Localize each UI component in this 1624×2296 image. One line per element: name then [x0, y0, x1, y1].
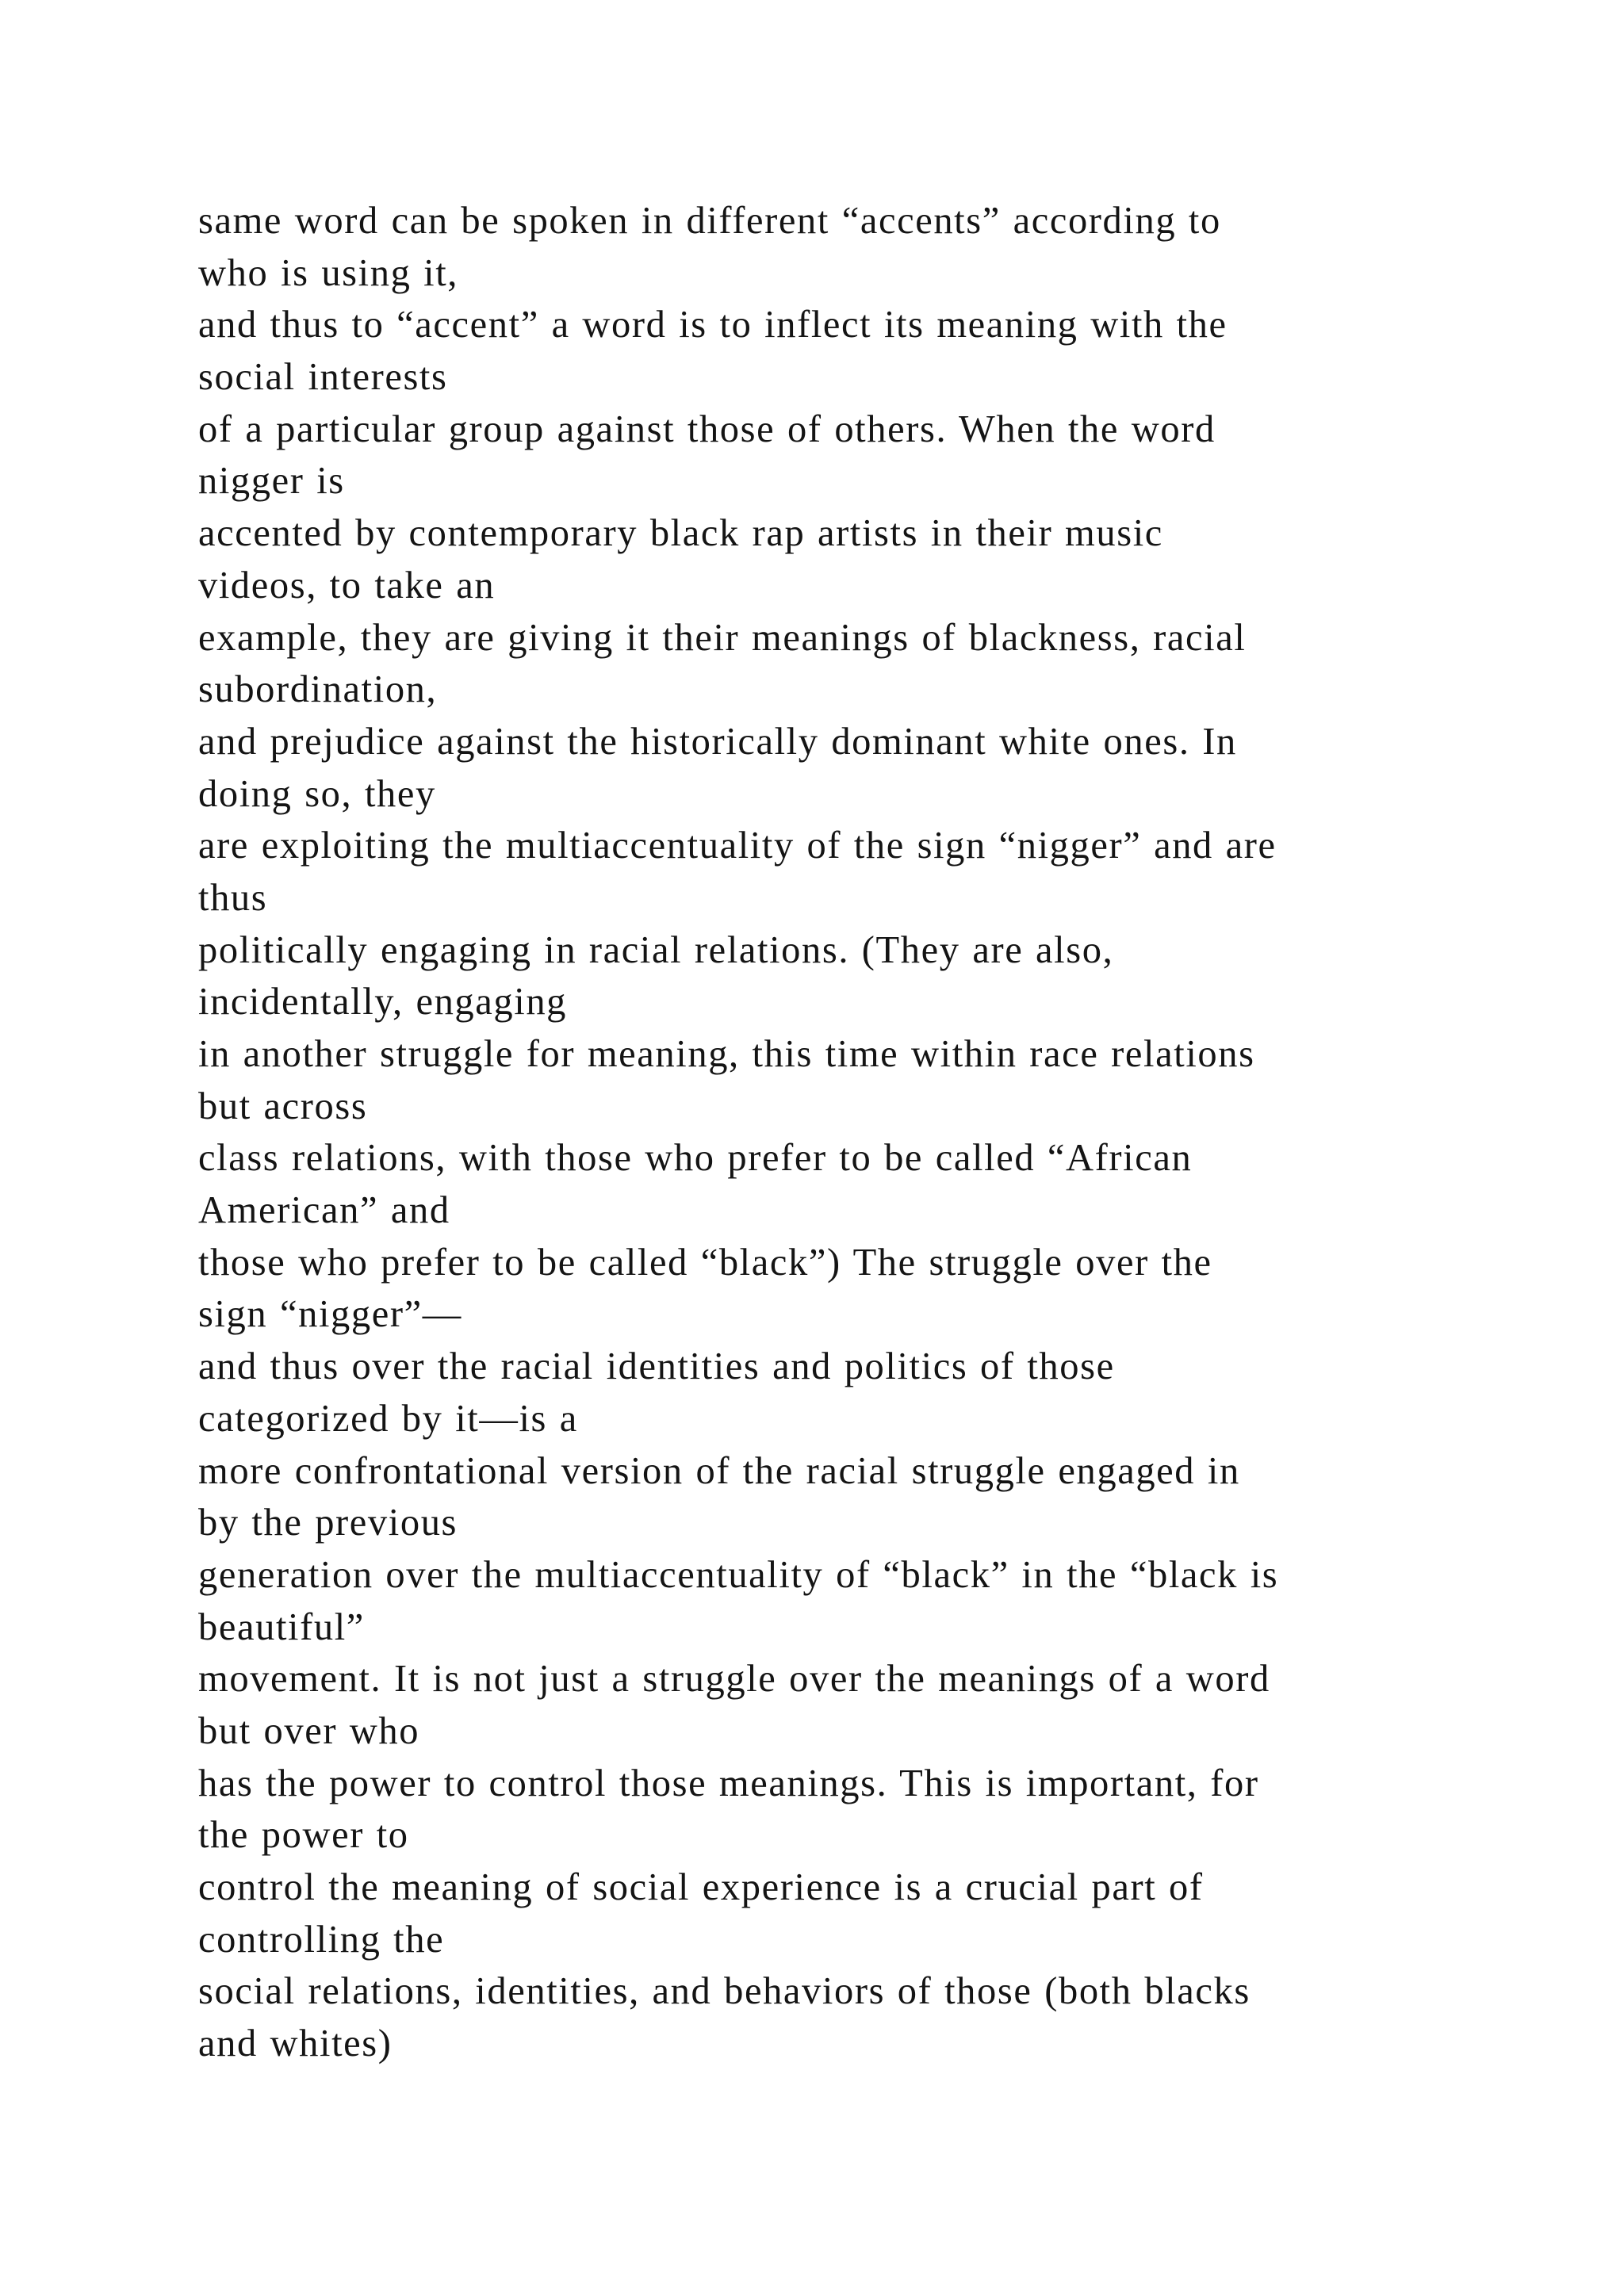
- text-line: incidentally, engaging: [198, 981, 568, 1024]
- text-line: thus: [198, 876, 268, 919]
- text-line: class relations, with those who prefer to be called “African: [198, 1137, 1193, 1180]
- text-line: accented by contemporary black rap artists in their music: [198, 512, 1163, 555]
- text-line: the power to: [198, 1814, 409, 1857]
- text-line: more confrontational version of the racial struggle engaged in: [198, 1449, 1240, 1492]
- text-line: in another struggle for meaning, this time within race relations: [198, 1033, 1255, 1075]
- text-line: videos, to take an: [198, 564, 496, 607]
- text-line: controlling the: [198, 1918, 445, 1961]
- text-line: movement. It is not just a struggle over the meanings of a word: [198, 1658, 1270, 1701]
- text-line: social interests: [198, 356, 448, 399]
- text-line: and whites): [198, 2022, 393, 2065]
- text-line: are exploiting the multiaccentuality of the sign “nigger” and are: [198, 825, 1277, 867]
- text-line: generation over the multiaccentuality of “black” in the “black is: [198, 1553, 1279, 1596]
- text-line: doing so, they: [198, 772, 436, 815]
- body-text: [198, 195, 1546, 2070]
- text-line: sign “nigger”—: [198, 1293, 462, 1336]
- text-line: but across: [198, 1085, 368, 1127]
- text-line: categorized by it—is a: [198, 1397, 578, 1440]
- text-line: politically engaging in racial relations. (They are also,: [198, 928, 1114, 971]
- text-line: example, they are giving it their meanings of blackness, racial: [198, 616, 1247, 659]
- text-line: and thus over the racial identities and politics of those: [198, 1345, 1115, 1388]
- text-line: has the power to control those meanings. This is important, for: [198, 1762, 1259, 1804]
- text-line: American” and: [198, 1189, 450, 1232]
- text-line: by the previous: [198, 1502, 458, 1544]
- text-line: control the meaning of social experience is a crucial part of: [198, 1866, 1204, 1908]
- text-line: nigger is: [198, 460, 345, 503]
- text-line: subordination,: [198, 668, 438, 711]
- text-line: who is using it,: [198, 251, 459, 294]
- text-line: those who prefer to be called “black”) The struggle over the: [198, 1241, 1212, 1284]
- text-line: social relations, identities, and behaviors of those (both blacks: [198, 1970, 1251, 2013]
- text-line: but over who: [198, 1709, 420, 1752]
- text-line: same word can be spoken in different “accents” according to: [198, 200, 1221, 242]
- text-line: and thus to “accent” a word is to inflect its meaning with the: [198, 304, 1228, 346]
- text-line: beautiful”: [198, 1605, 365, 1648]
- text-line: and prejudice against the historically dominant white ones. In: [198, 720, 1237, 763]
- text-line: of a particular group against those of others. When the word: [198, 408, 1216, 450]
